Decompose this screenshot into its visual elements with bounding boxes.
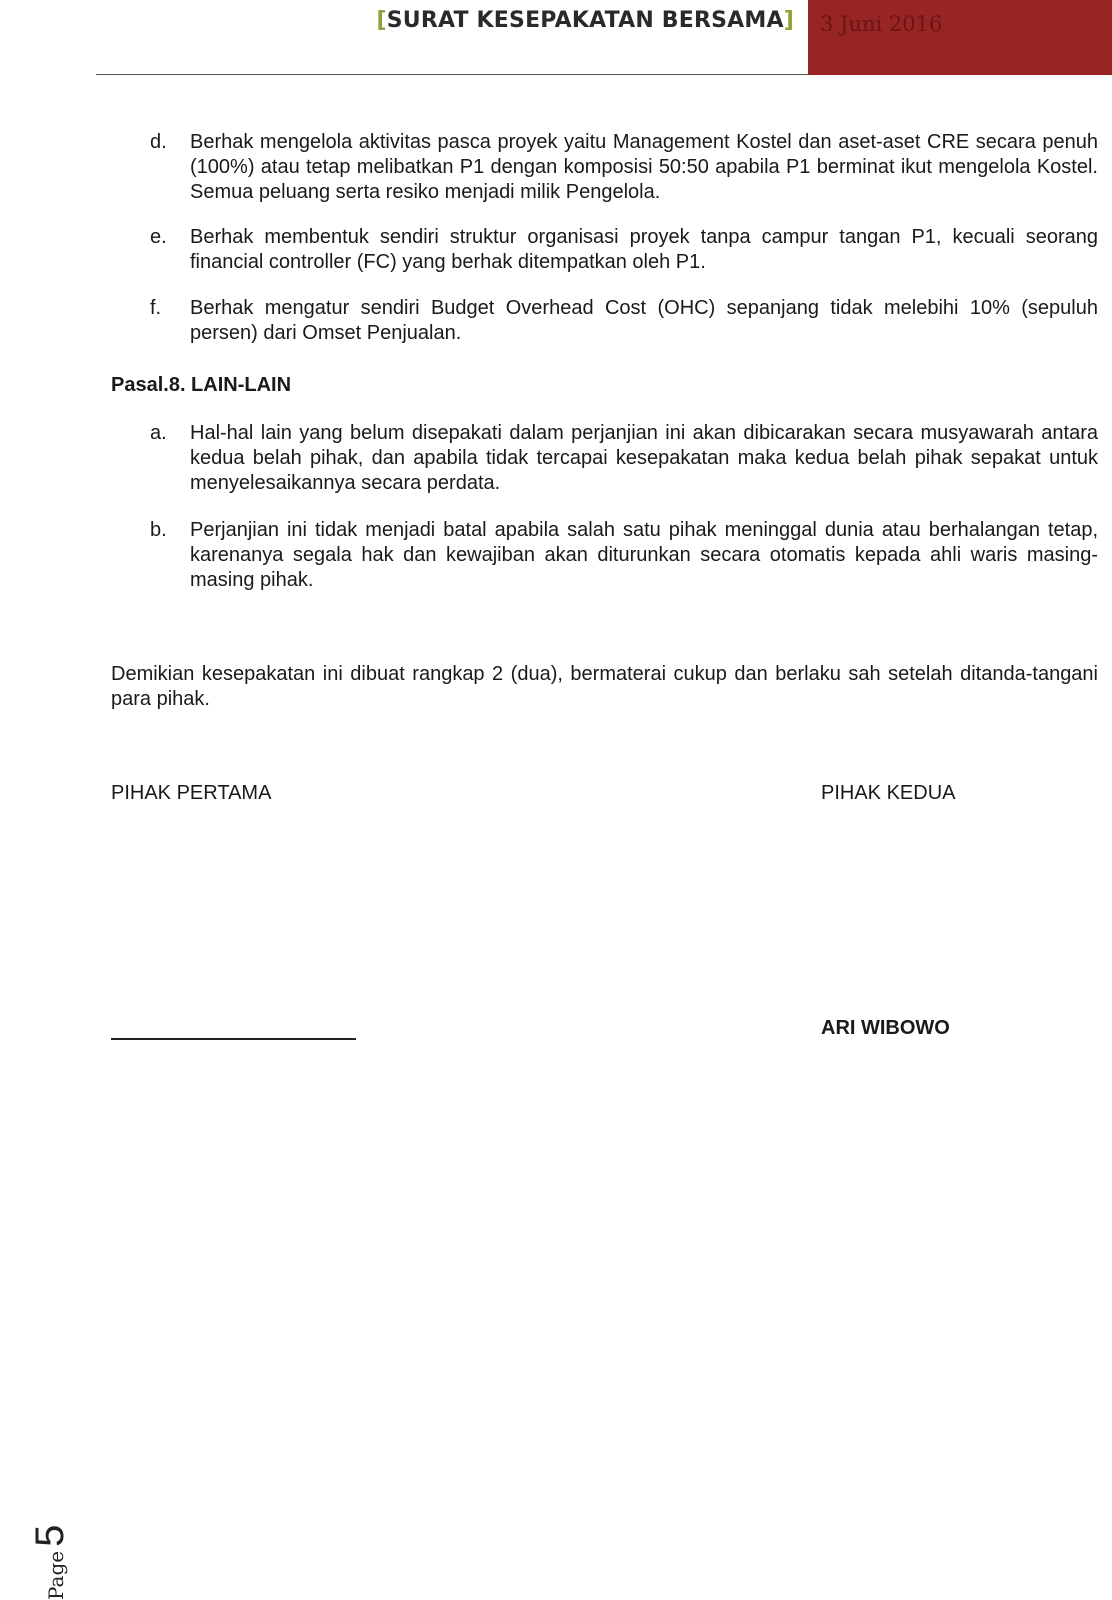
second-party-name: ARI WIBOWO bbox=[821, 1017, 950, 1039]
section-heading: Pasal.8. LAIN-LAIN bbox=[111, 374, 292, 396]
title-bracket-close: ] bbox=[783, 8, 794, 33]
list-item-text: Berhak mengatur sendiri Budget Overhead Cost (OHC) sepanjang tidak melebihi 10% (sepuluh persen) dari Omset Penjualan. bbox=[190, 297, 1098, 344]
list-marker: d. bbox=[150, 131, 167, 153]
list-item-text: Perjanjian ini tidak menjadi batal apabila salah satu pihak meninggal dunia atau berhalangan tetap, karenanya segala hak dan kewajiban akan diturunkan secara otomatis kepada ahli waris masing-masing pihak. bbox=[190, 519, 1098, 591]
list-marker: e. bbox=[150, 226, 167, 248]
list-item-a bbox=[150, 421, 1098, 496]
page-number: 5 bbox=[28, 1524, 72, 1547]
list-item-text: Berhak membentuk sendiri struktur organisasi proyek tanpa campur tangan P1, kecuali seorang financial controller (FC) yang berhak ditempatkan oleh P1. bbox=[190, 226, 1098, 273]
list-item-f bbox=[150, 296, 1098, 346]
document-date: 3 Juni 2016 bbox=[820, 12, 943, 36]
header-rule bbox=[96, 74, 808, 75]
list-item-e bbox=[150, 225, 1098, 275]
date-box bbox=[808, 0, 1112, 75]
document-title bbox=[376, 8, 794, 33]
list-marker: b. bbox=[150, 519, 167, 541]
list-item-d bbox=[150, 130, 1098, 205]
list-item-b bbox=[150, 518, 1098, 593]
obligations-list bbox=[150, 130, 1098, 346]
closing-paragraph: Demikian kesepakatan ini dibuat rangkap 2 (dua), bermaterai cukup dan berlaku sah setelah ditanda-tangani para pihak. bbox=[111, 663, 1098, 710]
first-party-label: PIHAK PERTAMA bbox=[111, 782, 272, 804]
list-marker: a. bbox=[150, 422, 167, 444]
title-bracket-open: [ bbox=[376, 8, 387, 33]
list-item-text: Hal-hal lain yang belum disepakati dalam perjanjian ini akan dibicarakan secara musyawarah antara kedua belah pihak, dan apabila tidak tercapai kesepakatan maka kedua belah pihak sepakat untuk menyelesaikannya secara perdata. bbox=[190, 422, 1098, 494]
title-text: SURAT KESEPAKATAN BERSAMA bbox=[386, 8, 784, 33]
miscellaneous-list bbox=[150, 421, 1098, 593]
list-item-text: Berhak mengelola aktivitas pasca proyek yaitu Management Kostel dan aset-aset CRE secara penuh (100%) atau tetap melibatkan P1 dengan komposisi 50:50 apabila P1 berminat ikut mengelola Kostel. Semua peluang serta resiko menjadi milik Pengelola. bbox=[190, 131, 1098, 203]
second-party-label: PIHAK KEDUA bbox=[821, 782, 956, 804]
page-label: Page bbox=[44, 1550, 68, 1600]
list-marker: f. bbox=[150, 297, 162, 319]
first-party-signature-line bbox=[111, 1038, 356, 1040]
page-footer bbox=[28, 1525, 73, 1600]
